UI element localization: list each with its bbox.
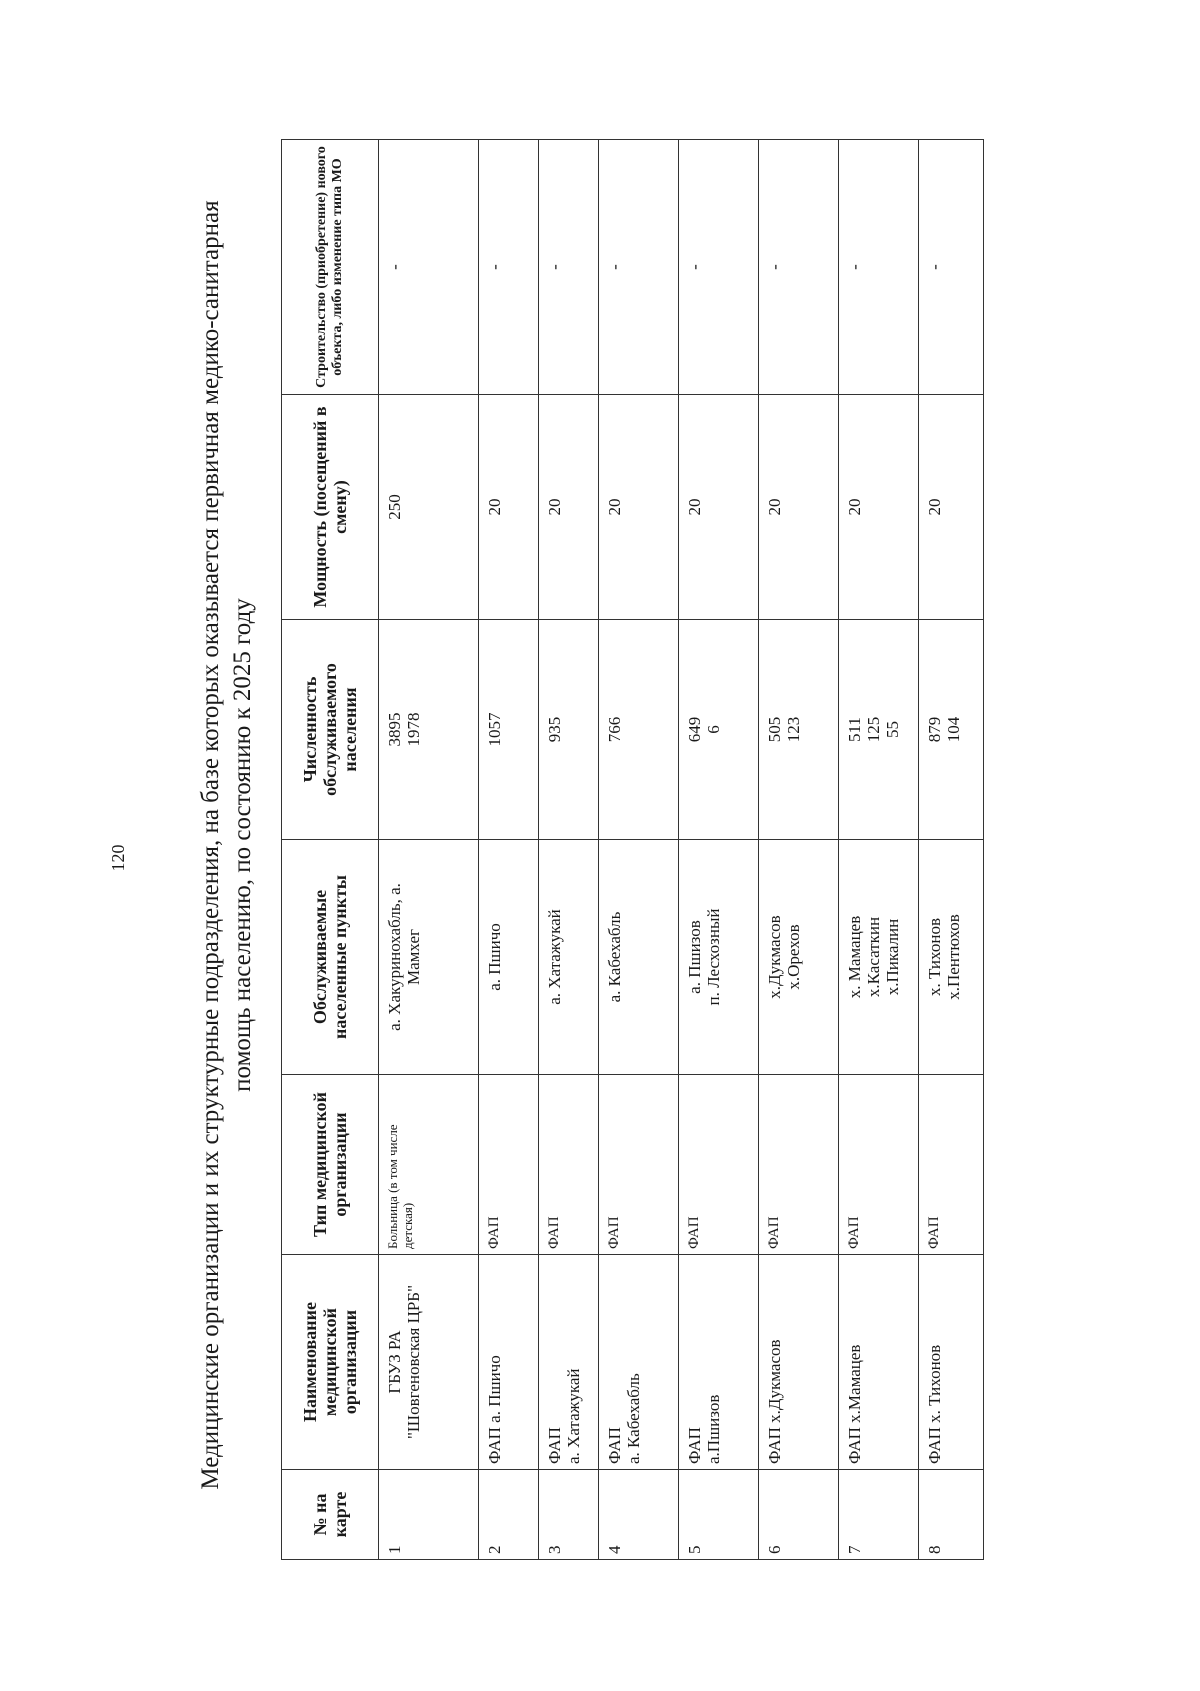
population-value: 55 <box>883 721 902 738</box>
cell-population <box>919 620 984 840</box>
cell-organization-type <box>839 1075 919 1255</box>
table-row <box>759 140 839 1560</box>
settlement-line: х.Орехов <box>784 924 803 990</box>
population-value: 3895 <box>385 712 404 747</box>
map-number: 4 <box>605 1545 624 1554</box>
organization-type: Больница (в том числе детская) <box>385 1124 415 1249</box>
organization-type: ФАП <box>486 1216 502 1249</box>
cell-settlements <box>759 840 839 1075</box>
header-map-number: № на карте <box>282 1470 379 1560</box>
map-number: 2 <box>485 1545 504 1554</box>
header-organization-type: Тип медицинской организации <box>282 1075 379 1255</box>
construction-value: - <box>925 264 944 270</box>
organization-name-line: а. Хатажукай <box>564 1368 583 1464</box>
cell-construction <box>679 140 759 395</box>
cell-settlements <box>679 840 759 1075</box>
organization-type: ФАП <box>546 1216 562 1249</box>
cell-organization-name <box>479 1255 539 1470</box>
population-value: 649 <box>685 716 704 743</box>
population-value: 6 <box>704 725 723 734</box>
cell-map-number <box>839 1470 919 1560</box>
cell-settlements <box>919 840 984 1075</box>
map-number: 7 <box>845 1545 864 1554</box>
cell-capacity <box>379 395 479 620</box>
cell-organization-type <box>379 1075 479 1255</box>
organization-name-line: а. Кабехабль <box>624 1373 643 1464</box>
cell-construction <box>379 140 479 395</box>
cell-map-number <box>599 1470 679 1560</box>
table-row <box>479 140 539 1560</box>
cell-organization-type <box>599 1075 679 1255</box>
cell-organization-name <box>599 1255 679 1470</box>
cell-map-number <box>479 1470 539 1560</box>
settlement-line: Мамхег <box>404 929 423 986</box>
title-line-2: помощь населению, по состоянию к 2025 году <box>229 598 256 1092</box>
construction-value: - <box>485 264 504 270</box>
organization-name-line: ФАП х. Тихонов <box>925 1344 944 1464</box>
capacity-value: 20 <box>485 498 504 516</box>
population-value: 505 <box>765 716 784 743</box>
organization-type: ФАП <box>766 1216 782 1249</box>
construction-value: - <box>605 264 624 270</box>
header-organization-name: Наименование медицинской организации <box>282 1255 379 1470</box>
capacity-value: 250 <box>385 494 404 520</box>
map-number: 5 <box>685 1545 704 1554</box>
cell-organization-name <box>919 1255 984 1470</box>
capacity-value: 20 <box>545 498 564 516</box>
construction-value: - <box>385 264 404 270</box>
cell-construction <box>759 140 839 395</box>
organization-name-line: ФАП <box>605 1427 624 1464</box>
cell-construction <box>919 140 984 395</box>
capacity-value: 20 <box>845 498 864 516</box>
capacity-value: 20 <box>925 498 944 516</box>
settlement-line: х.Пикалин <box>883 918 902 996</box>
cell-capacity <box>679 395 759 620</box>
cell-organization-type <box>539 1075 599 1255</box>
medical-organizations-table <box>281 139 984 1560</box>
organization-name-line: ФАП а. Пшичо <box>485 1355 504 1464</box>
header-population: Численность обслуживаемого населения <box>282 620 379 840</box>
cell-settlements <box>379 840 479 1075</box>
capacity-value: 20 <box>765 498 784 516</box>
cell-organization-name <box>379 1255 479 1470</box>
cell-capacity <box>599 395 679 620</box>
cell-construction <box>479 140 539 395</box>
settlement-line: х.Пентюхов <box>944 914 963 1000</box>
cell-map-number <box>759 1470 839 1560</box>
cell-population <box>679 620 759 840</box>
organization-type: ФАП <box>686 1216 702 1249</box>
cell-map-number <box>379 1470 479 1560</box>
construction-value: - <box>765 264 784 270</box>
table-row <box>599 140 679 1560</box>
cell-organization-name <box>839 1255 919 1470</box>
cell-population <box>839 620 919 840</box>
population-value: 125 <box>864 716 883 743</box>
cell-organization-type <box>679 1075 759 1255</box>
population-value: 123 <box>784 716 803 743</box>
organization-name-line: ФАП <box>545 1427 564 1464</box>
population-value: 511 <box>845 717 864 742</box>
header-construction: Строительство (приобретение) нового объекта, либо изменение типа МО <box>282 140 379 395</box>
header-settlements: Обслуживаемые населенные пункты <box>282 840 379 1075</box>
rotated-page-content <box>195 110 1100 1580</box>
settlement-line: п. Лесхозный <box>704 908 723 1006</box>
organization-name-line: "Шовгеновская ЦРБ" <box>404 1284 423 1440</box>
settlement-line: а. Хакуринохабль, а. <box>385 883 404 1031</box>
cell-population <box>539 620 599 840</box>
cell-construction <box>839 140 919 395</box>
cell-organization-name <box>759 1255 839 1470</box>
population-value: 1057 <box>485 712 504 747</box>
table-row <box>839 140 919 1560</box>
table-row <box>379 140 479 1560</box>
cell-population <box>599 620 679 840</box>
organization-name-line: а.Пшизов <box>704 1394 723 1464</box>
cell-construction <box>599 140 679 395</box>
cell-population <box>759 620 839 840</box>
cell-map-number <box>919 1470 984 1560</box>
page-number: 120 <box>108 844 128 872</box>
population-value: 1978 <box>404 712 423 747</box>
cell-organization-name <box>539 1255 599 1470</box>
settlement-line: а. Пшичо <box>485 923 504 991</box>
table-header-row <box>282 140 379 1560</box>
settlement-line: а. Хатажукай <box>545 909 564 1005</box>
organization-name-line: ФАП х.Мамацев <box>845 1344 864 1464</box>
cell-organization-type <box>479 1075 539 1255</box>
organization-name-line: ФАП <box>685 1427 704 1464</box>
settlement-line: а. Кабехабль <box>605 911 624 1003</box>
settlement-line: х. Мамацев <box>845 915 864 999</box>
map-number: 3 <box>545 1545 564 1554</box>
population-value: 766 <box>605 716 624 743</box>
cell-settlements <box>599 840 679 1075</box>
capacity-value: 20 <box>685 498 704 516</box>
map-number: 1 <box>385 1545 404 1554</box>
document-title <box>195 110 259 1580</box>
organization-name-line: ФАП х.Дукмасов <box>765 1339 784 1464</box>
settlement-line: х.Касаткин <box>864 916 883 998</box>
construction-value: - <box>845 264 864 270</box>
map-number: 6 <box>765 1545 784 1554</box>
organization-type: ФАП <box>606 1216 622 1249</box>
title-line-1: Медицинские организации и их структурные подразделения, на базе которых оказывается первичная медико-санитарная <box>197 200 224 1490</box>
cell-settlements <box>539 840 599 1075</box>
cell-organization-type <box>919 1075 984 1255</box>
construction-value: - <box>545 264 564 270</box>
cell-capacity <box>919 395 984 620</box>
settlement-line: х. Тихонов <box>925 917 944 997</box>
cell-capacity <box>479 395 539 620</box>
organization-type: ФАП <box>926 1216 942 1249</box>
settlement-line: а. Пшизов <box>685 920 704 994</box>
cell-settlements <box>839 840 919 1075</box>
population-value: 935 <box>545 716 564 743</box>
construction-value: - <box>685 264 704 270</box>
cell-population <box>379 620 479 840</box>
cell-capacity <box>839 395 919 620</box>
table-row <box>539 140 599 1560</box>
settlement-line: х.Дукмасов <box>765 915 784 999</box>
cell-organization-name <box>679 1255 759 1470</box>
cell-capacity <box>539 395 599 620</box>
table-body <box>379 140 984 1560</box>
map-number: 8 <box>925 1545 944 1554</box>
header-capacity: Мощность (посещений в смену) <box>282 395 379 620</box>
cell-population <box>479 620 539 840</box>
cell-organization-type <box>759 1075 839 1255</box>
table-row <box>679 140 759 1560</box>
capacity-value: 20 <box>605 498 624 516</box>
table-row <box>919 140 984 1560</box>
cell-capacity <box>759 395 839 620</box>
cell-map-number <box>679 1470 759 1560</box>
cell-map-number <box>539 1470 599 1560</box>
organization-name-line: ГБУЗ РА <box>385 1330 404 1394</box>
organization-type: ФАП <box>846 1216 862 1249</box>
cell-construction <box>539 140 599 395</box>
population-value: 104 <box>944 716 963 743</box>
cell-settlements <box>479 840 539 1075</box>
population-value: 879 <box>925 716 944 743</box>
